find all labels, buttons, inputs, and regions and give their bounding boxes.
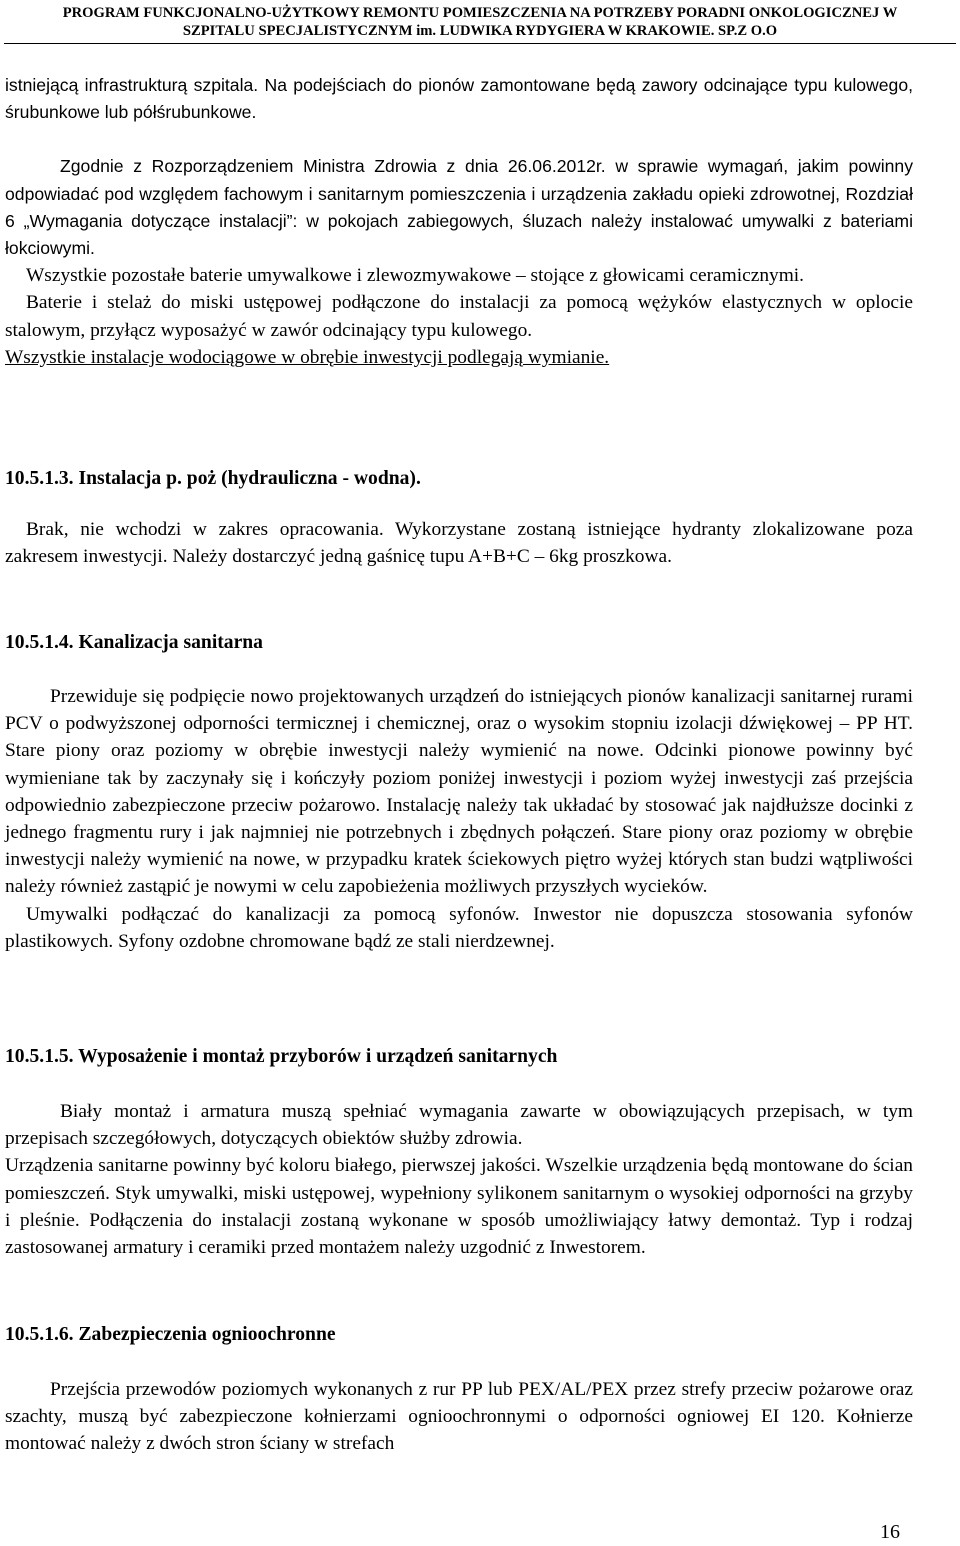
paragraph-underlined: Wszystkie instalacje wodociągowe w obrębie inwestycji podlegają wymianie. xyxy=(5,346,610,368)
header-divider xyxy=(4,43,956,44)
section-heading: 10.5.1.3. Instalacja p. poż (hydrauliczna - wodna). xyxy=(5,468,421,489)
paragraph: Umywalki podłączać do kanalizacji za pomocą syfonów. Inwestor nie dopuszcza stosowania syfonów plastikowych. Syfony ozdobne chromowane bądź ze stali nierdzewnej. xyxy=(5,903,913,952)
paragraph: Przewiduje się podpięcie nowo projektowanych urządzeń do istniejących pionów kanalizacji sanitarnej rurami PCV o podwyższonej odporności termicznej i chemicznej, oraz o wysokim stopniu izolacji dźwiękowej – PP HT. Stare piony oraz poziomy w obrębie inwestycji należy wymienić na nowe. Odcinki pionowe powinny być wymieniane tak by zaczynały się i kończyły poziom poniżej inwestycji i poziom wyżej inwestycji zaś przejścia odpowiednio zabezpieczone przeciw pożarowo. Instalację należy tak układać by stosować jak najdłuższe docinki z jednego fragmentu rury i jak najmniej nie potrzebnych i zbędnych połączeń. Stare piony oraz poziomy w obrębie inwestycji należy wymienić na nowe, w przypadku kratek ściekowych piętro wyżej których stan budzi wątpliwości należy również zastąpić je nowymi w celu zapobieżenia możliwych przyszłych wycieków. xyxy=(5,686,913,898)
section-fire-protection xyxy=(5,1376,913,1458)
paragraph: istniejącą infrastrukturą szpitala. Na podejściach do pionów zamontowane będą zawory odcinające typu kulowego, śrubunkowe lub półśrubunkowe. xyxy=(5,75,913,123)
paragraph: Przejścia przewodów poziomych wykonanych z rur PP lub PEX/AL/PEX przez strefy przeciw pożarowe oraz szachty, muszą być zabezpieczone kołnierzami ognioochronnymi o odporności ogniowej EI 120. Kołnierze montować należy z dwóch stron ściany w strefach xyxy=(5,1379,913,1455)
section-heading: 10.5.1.6. Zabezpieczenia ognioochronne xyxy=(5,1324,336,1345)
section-heading: 10.5.1.5. Wyposażenie i montaż przyborów i urządzeń sanitarnych xyxy=(5,1046,558,1067)
document-header xyxy=(0,4,960,40)
section-sanitary-fixtures xyxy=(5,1098,913,1261)
header-line-1: PROGRAM FUNKCJONALNO-UŻYTKOWY REMONTU POMIESZCZENIA NA POTRZEBY PORADNI ONKOLOGICZNEJ W xyxy=(62,5,898,21)
paragraph: Wszystkie pozostałe baterie umywalkowe i zlewozmywakowe – stojące z głowicami ceramicznymi. xyxy=(26,265,805,287)
paragraph: Biały montaż i armatura muszą spełniać wymagania zawarte w obowiązujących przepisach, w tym przepisach szczegółowych, dotyczących obiektów służby zdrowia. xyxy=(5,1101,913,1150)
section-water-installation xyxy=(5,72,913,371)
page-number: 16 xyxy=(880,1521,900,1543)
header-line-2: SZPITALU SPECJALISTYCZNYM im. LUDWIKA RYDYGIERA W KRAKOWIE. SP.Z O.O xyxy=(182,23,778,39)
paragraph: Urządzenia sanitarne powinny być koloru białego, pierwszej jakości. Wszelkie urządzenia będą montowane do ścian pomieszczeń. Styk umywalki, miski ustępowej, wypełniony sylikonem sanitarnym o wysokiej odporności na grzyby i pleśnie. Podłączenia do instalacji zostaną wykonane w sposób umożliwiający łatwy demontaż. Typ i rodzaj zastosowanej armatury i ceramiki przed montażem należy uzgodnić z Inwestorem. xyxy=(5,1155,913,1259)
section-fire-installation xyxy=(5,516,913,570)
section-sewage xyxy=(5,683,913,955)
paragraph: Baterie i stelaż do miski ustępowej podłączone do instalacji za pomocą wężyków elastycznych w oplocie stalowym, przyłącz wyposażyć w zawór odcinający typu kulowego. xyxy=(5,292,913,341)
paragraph: Zgodnie z Rozporządzeniem Ministra Zdrowia z dnia 26.06.2012r. w sprawie wymagań, jakim powinny odpowiadać pod względem fachowym i sanitarnym pomieszczenia i urządzenia zakładu opieki zdrowotnej, Rozdział 6 „Wymagania dotyczące instalacji”: w pokojach zabiegowych, śluzach należy instalować umywalki z bateriami łokciowymi. xyxy=(5,156,913,259)
paragraph: Brak, nie wchodzi w zakres opracowania. Wykorzystane zostaną istniejące hydranty zlokalizowane poza zakresem inwestycji. Należy dostarczyć jedną gaśnicę tupu A+B+C – 6kg proszkowa. xyxy=(5,519,913,568)
section-heading: 10.5.1.4. Kanalizacja sanitarna xyxy=(5,632,263,653)
